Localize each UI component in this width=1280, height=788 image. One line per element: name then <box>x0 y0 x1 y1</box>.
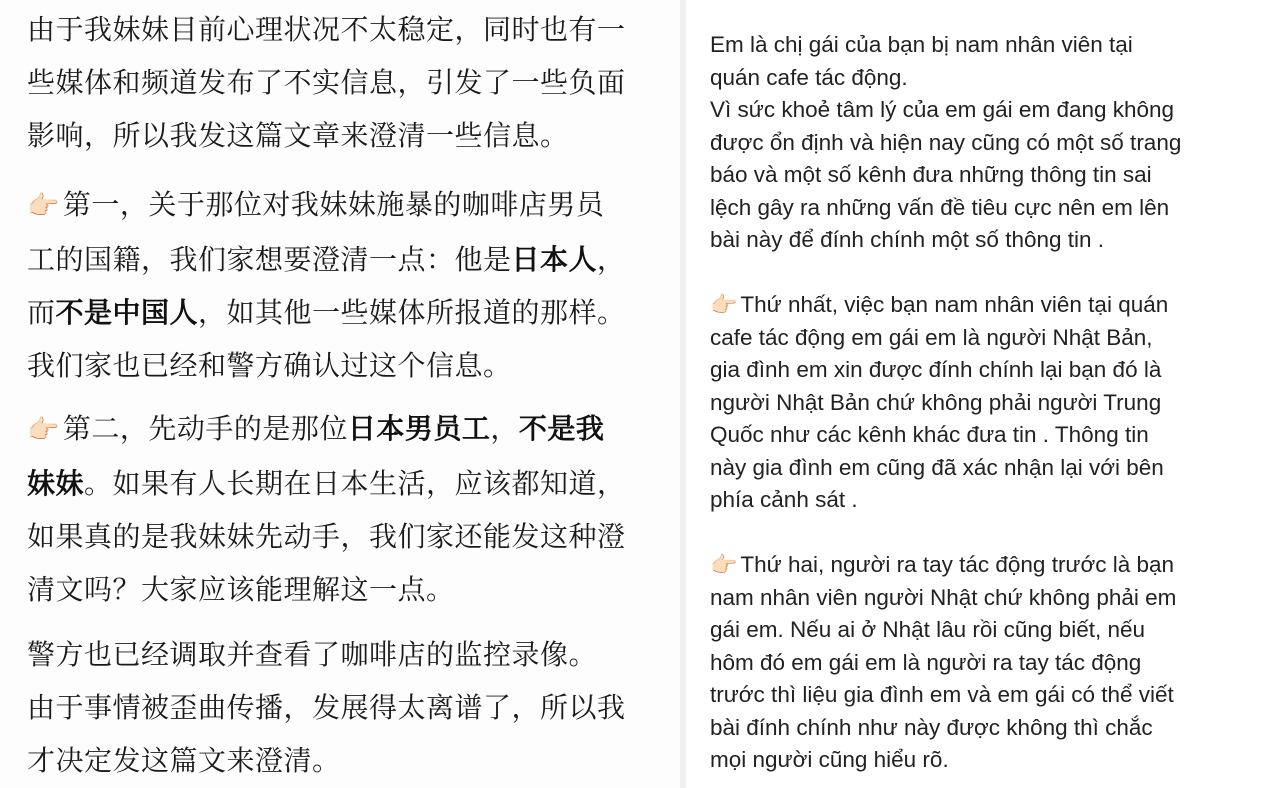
zh-second-line-2: 。如果有人长期在日本生活，应该都知道， <box>84 467 626 500</box>
zh-comma: ， <box>597 243 626 276</box>
zh-police-line-2: 由于事情被歪曲传播，发展得太离谱了，所以我 <box>27 691 626 724</box>
zh-bold-japanese: 日本人 <box>511 243 598 276</box>
zh-paragraph-first-point <box>27 178 667 392</box>
vi-paragraph-first-point <box>710 289 1270 517</box>
vi-second-line: gái em. Nếu ai ở Nhật lâu rồi cũng biết, nếu <box>710 617 1146 642</box>
vi-paragraph-intro <box>710 29 1270 257</box>
vi-intro-line: được ổn định và hiện nay cũng có một số trang <box>710 129 1182 155</box>
vi-second-line: bài đính chính như này được không thì chắc <box>710 714 1153 740</box>
vi-first-line: này gia đình em cũng đã xác nhận lại với bên <box>710 454 1164 480</box>
zh-police-line-1: 警方也已经调取并查看了咖啡店的监控录像。 <box>27 638 598 671</box>
zh-bold-japanese-male-staff: 日本男员工 <box>347 412 491 445</box>
vi-first-line: gia đình em xin được đính chính lại bạn đó là <box>710 357 1162 382</box>
vi-first-line: cafe tác động em gái em là người Nhật Bản, <box>710 324 1153 350</box>
vi-intro-line: báo và một số kênh đưa những thông tin sai <box>710 162 1152 187</box>
zh-bold-sister: 妹妹 <box>27 467 85 500</box>
vi-intro-line: Vì sức khoẻ tâm lý của em gái em đang không <box>710 97 1175 122</box>
zh-intro-line-3: 影响，所以我发这篇文章来澄清一些信息。 <box>27 119 569 152</box>
pointing-hand-icon: 👉🏻 <box>710 552 738 577</box>
vi-paragraph-second-point <box>710 549 1270 777</box>
vi-intro-line: bài này để đính chính một số thông tin . <box>710 227 1105 252</box>
zh-paragraph-second-point <box>27 402 667 616</box>
zh-intro-line-2: 些媒体和频道发布了不实信息，引发了一些负面 <box>27 66 626 99</box>
vietnamese-statement-panel <box>686 0 1280 788</box>
pointing-hand-icon: 👉🏻 <box>710 292 738 317</box>
vi-intro-line: Em là chị gái của bạn bị nam nhân viên tại <box>710 32 1133 57</box>
zh-bold-not-chinese: 不是中国人 <box>55 296 199 329</box>
zh-first-line-4: 我们家也已经和警方确认过这个信息。 <box>27 349 512 382</box>
vi-second-line: nam nhân viên người Nhật chứ không phải em <box>710 584 1177 610</box>
pointing-hand-icon: 👉🏻 <box>27 191 60 221</box>
vi-second-line: trước thì liệu gia đình em và em gái có thể viết <box>710 682 1174 707</box>
zh-first-line-3-rest: ，如其他一些媒体所报道的那样。 <box>198 296 626 329</box>
zh-first-line-3: 而 <box>27 296 56 329</box>
vi-first-line: Thứ nhất, việc bạn nam nhân viên tại quán <box>740 292 1169 317</box>
vi-first-line: phía cảnh sát . <box>710 487 858 512</box>
vi-first-line: người Nhật Bản chứ không phải người Trung <box>710 389 1162 415</box>
zh-second-line-1: 第二，先动手的是那位 <box>62 412 348 445</box>
zh-paragraph-intro <box>27 3 667 162</box>
pointing-hand-icon: 👉🏻 <box>27 415 60 445</box>
vi-second-line: hôm đó em gái em là người ra tay tác động <box>710 649 1142 675</box>
vi-second-line: Thứ hai, người ra tay tác động trước là bạn <box>740 552 1175 577</box>
zh-first-line-1: 第一，关于那位对我妹妹施暴的咖啡店男员 <box>62 188 605 221</box>
zh-bold-not-my: 不是我 <box>518 412 605 445</box>
zh-intro-line-1: 由于我妹妹目前心理状况不太稳定，同时也有一 <box>27 13 626 46</box>
zh-paragraph-police <box>27 628 667 787</box>
zh-first-line-2: 工的国籍，我们家想要澄清一点：他是 <box>27 243 512 276</box>
vi-second-line: mọi người cũng hiểu rõ. <box>710 747 949 772</box>
vi-intro-line: quán cafe tác động. <box>710 64 908 90</box>
zh-second-line-3: 如果真的是我妹妹先动手，我们家还能发这种澄 <box>27 520 626 553</box>
vi-intro-line: lệch gây ra những vấn đề tiêu cực nên em lên <box>710 194 1170 220</box>
vi-first-line: Quốc như các kênh khác đưa tin . Thông tin <box>710 422 1149 447</box>
zh-police-line-3: 才决定发这篇文来澄清。 <box>27 744 341 777</box>
zh-second-line-4: 清文吗？大家应该能理解这一点。 <box>27 573 455 606</box>
zh-comma: ， <box>490 412 519 445</box>
